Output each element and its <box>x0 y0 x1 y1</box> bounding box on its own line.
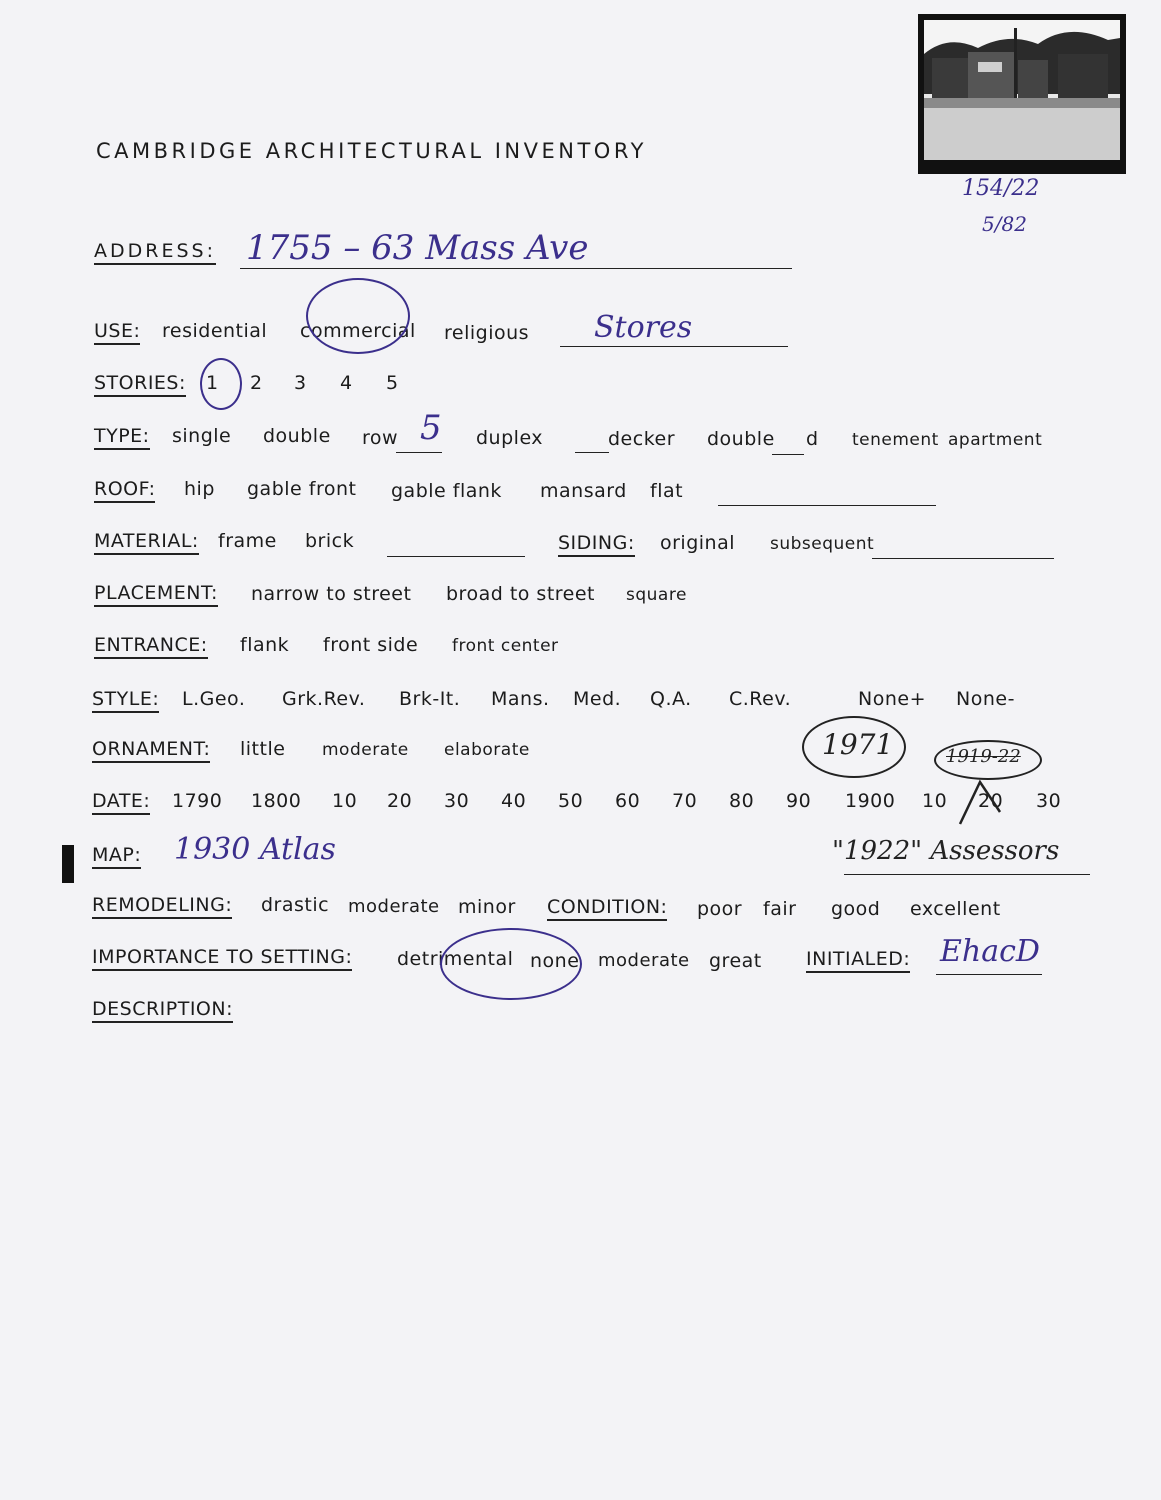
initialed-value: EhacD <box>940 934 1040 969</box>
style-none-minus: None- <box>956 688 1015 710</box>
material-frame: frame <box>218 530 277 552</box>
style-crev: C.Rev. <box>729 688 792 710</box>
date-60: 60 <box>615 790 641 812</box>
style-qa: Q.A. <box>650 688 692 710</box>
address-value: 1755 – 63 Mass Ave <box>246 228 589 268</box>
type-label: TYPE: <box>94 425 150 450</box>
material-label: MATERIAL: <box>94 530 199 555</box>
importance-detrimental: detrimental <box>397 948 514 970</box>
style-grkrev: Grk.Rev. <box>282 688 366 710</box>
type-row-value: 5 <box>420 408 442 448</box>
date-1920: 20 <box>978 790 1004 812</box>
type-apartment: apartment <box>948 430 1043 450</box>
use-other-value: Stores <box>594 310 693 345</box>
stories-selection-circle <box>200 358 242 410</box>
type-double-d: double <box>707 428 775 450</box>
use-selection-circle <box>306 278 410 354</box>
initialed-label: INITIALED: <box>806 948 910 973</box>
date-10: 10 <box>332 790 358 812</box>
ornament-label: ORNAMENT: <box>92 738 210 763</box>
importance-selection-circle <box>440 928 582 1000</box>
address-line <box>240 268 792 269</box>
stories-1: 1 <box>206 372 219 394</box>
date-1790: 1790 <box>172 790 223 812</box>
map-value: 1930 Atlas <box>174 832 336 867</box>
date-1900: 1900 <box>845 790 896 812</box>
importance-great: great <box>709 950 762 972</box>
stories-label: STORIES: <box>94 372 186 397</box>
stories-2: 2 <box>250 372 263 394</box>
condition-fair: fair <box>763 898 797 920</box>
type-row-line <box>396 452 442 453</box>
siding-other-line <box>872 558 1054 559</box>
style-lgeo: L.Geo. <box>182 688 246 710</box>
use-religious: religious <box>444 322 530 344</box>
type-row: row <box>362 427 399 449</box>
placement-narrow: narrow to street <box>251 583 412 605</box>
condition-good: good <box>831 898 881 920</box>
remodeling-drastic: drastic <box>261 894 330 916</box>
ornament-little: little <box>240 738 286 760</box>
date-check-mark <box>956 778 1006 828</box>
stories-4: 4 <box>340 372 353 394</box>
use-other-line <box>560 346 788 347</box>
date-40: 40 <box>501 790 527 812</box>
use-commercial: commercial <box>300 320 416 342</box>
roof-label: ROOF: <box>94 478 155 503</box>
entrance-front-side: front side <box>323 634 419 656</box>
remodeling-minor: minor <box>458 896 516 918</box>
date-1930: 30 <box>1036 790 1062 812</box>
material-other-line <box>387 556 525 557</box>
date-1910: 10 <box>922 790 948 812</box>
style-label: STYLE: <box>92 688 159 713</box>
style-none-plus: None+ <box>858 688 926 710</box>
roof-other-line <box>718 505 936 506</box>
map-assessors: "1922" Assessors <box>832 836 1060 866</box>
type-tenement: tenement <box>852 430 939 450</box>
form-title: CAMBRIDGE ARCHITECTURAL INVENTORY <box>96 139 647 163</box>
date-20: 20 <box>387 790 413 812</box>
ornament-elaborate: elaborate <box>444 740 530 760</box>
roof-hip: hip <box>184 478 215 500</box>
style-med: Med. <box>573 688 622 710</box>
siding-label: SIDING: <box>558 532 635 557</box>
importance-none: none <box>530 950 580 972</box>
ornament-struck-note: 1919-22 <box>946 746 1021 767</box>
date-1800: 1800 <box>251 790 302 812</box>
photo-date: 5/82 <box>982 212 1027 236</box>
date-80: 80 <box>729 790 755 812</box>
siding-subsequent: subsequent <box>770 534 875 554</box>
use-residential: residential <box>162 320 268 342</box>
importance-moderate: moderate <box>598 950 690 971</box>
map-label: MAP: <box>92 844 141 869</box>
date-30: 30 <box>444 790 470 812</box>
style-mans: Mans. <box>491 688 550 710</box>
condition-label: CONDITION: <box>547 896 667 921</box>
building-photo <box>918 14 1126 174</box>
importance-label: IMPORTANCE TO SETTING: <box>92 946 352 971</box>
placement-square: square <box>626 585 687 605</box>
stories-5: 5 <box>386 372 399 394</box>
material-brick: brick <box>305 530 355 552</box>
placement-broad: broad to street <box>446 583 596 605</box>
type-decker-line <box>575 452 609 453</box>
photo-reference: 154/22 <box>962 176 1040 201</box>
entrance-label: ENTRANCE: <box>94 634 208 659</box>
type-single: single <box>172 425 232 447</box>
map-assessors-line <box>844 874 1090 875</box>
description-label: DESCRIPTION: <box>92 998 233 1023</box>
roof-mansard: mansard <box>540 480 627 502</box>
style-brkit: Brk-It. <box>399 688 461 710</box>
entrance-front-center: front center <box>452 636 559 656</box>
type-d: d <box>806 428 819 450</box>
siding-original: original <box>660 532 736 554</box>
ornament-date-note: 1971 <box>822 728 894 761</box>
type-duplex: duplex <box>476 427 544 449</box>
initialed-line <box>936 974 1042 975</box>
remodeling-moderate: moderate <box>348 896 440 917</box>
margin-mark <box>62 845 74 883</box>
type-double: double <box>263 425 331 447</box>
address-label: ADDRESS: <box>94 240 216 265</box>
ornament-moderate: moderate <box>322 740 409 760</box>
use-label: USE: <box>94 320 140 345</box>
type-double-d-line <box>772 454 804 455</box>
condition-excellent: excellent <box>910 898 1001 920</box>
date-70: 70 <box>672 790 698 812</box>
entrance-flank: flank <box>240 634 290 656</box>
date-50: 50 <box>558 790 584 812</box>
roof-gable-flank: gable flank <box>391 480 502 502</box>
date-90: 90 <box>786 790 812 812</box>
date-label: DATE: <box>92 790 150 815</box>
remodeling-label: REMODELING: <box>92 894 232 919</box>
stories-3: 3 <box>294 372 307 394</box>
roof-gable-front: gable front <box>247 478 357 500</box>
placement-label: PLACEMENT: <box>94 582 218 607</box>
roof-flat: flat <box>650 480 684 502</box>
type-decker: decker <box>608 428 676 450</box>
condition-poor: poor <box>697 898 743 920</box>
